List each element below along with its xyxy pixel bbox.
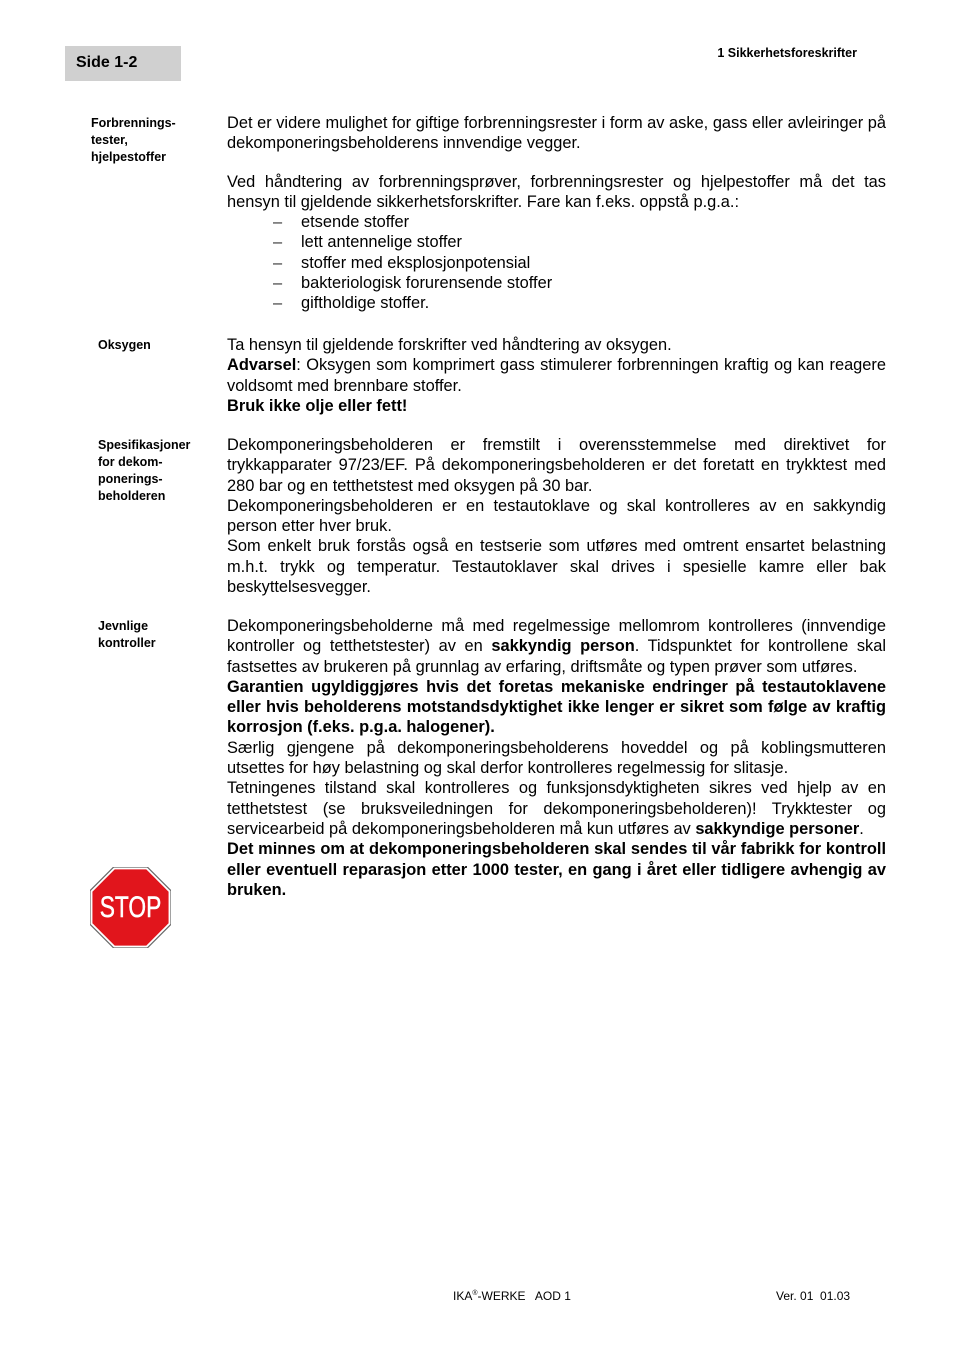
side-label-forbrenning bbox=[91, 115, 213, 166]
text: Dekomponeringsbeholderne må med regelmessige mellomrom kontrolleres (innvendige kontroller og tetthetstester) av en bbox=[227, 617, 886, 656]
stop-sign-icon bbox=[90, 867, 171, 948]
paragraph: Ved håndtering av forbrenningsprøver, forbrenningsrester og hjelpestoffer må det tas hensyn til gjeldende sikkerhetsforskrifter. Fare kan f.eks. oppstå p.g.a.: bbox=[227, 172, 886, 211]
section-spesifikasjoner bbox=[227, 435, 886, 597]
paragraph: Dekomponeringsbeholderen er fremstilt i overensstemmelse med direktivet for trykkapparater 97/23/EF. På dekomponeringsbeholderen er det foretatt en trykktest med 280 bar og en tetthetstest med oksygen på 30 bar. bbox=[227, 436, 886, 495]
section-forbrenning bbox=[227, 113, 886, 314]
side-label-line: Oksygen bbox=[98, 338, 151, 352]
paragraph: Ta hensyn til gjeldende forskrifter ved håndtering av oksygen. bbox=[227, 336, 672, 354]
page-label: Side 1-2 bbox=[65, 46, 181, 81]
side-label-line: Forbrennings- bbox=[91, 116, 176, 130]
paragraph bbox=[227, 677, 886, 738]
paragraph bbox=[227, 778, 886, 839]
paragraph bbox=[227, 616, 886, 677]
list-item: – giftholdige stoffer. bbox=[273, 293, 886, 313]
paragraph: Det er videre mulighet for giftige forbrenningsrester i form av aske, gass eller avleiringer på dekomponeringsbeholderens innvendige vegger. bbox=[227, 114, 886, 153]
list-item: – stoffer med eksplosjonpotensial bbox=[273, 253, 886, 273]
bold-text: sakkyndige personer bbox=[695, 819, 860, 838]
text: . bbox=[859, 819, 864, 838]
footer-version: Ver. 01 01.03 bbox=[776, 1289, 851, 1303]
paragraph: Som enkelt bruk forstås også en testserie som utføres med omtrent ensartet belastning m.h.t. trykk og temperatur. Testautoklaver skal drives i spesielle kamre eller bak beskyttelsesvegger. bbox=[227, 537, 886, 597]
section-oksygen bbox=[227, 335, 886, 416]
bold-text: Det minnes om at dekomponeringsbeholderen skal sendes til vår fabrikk for kontroll eller eventuell reparasjon etter 1000 tester, en gang i året eller tidligere avhengig av bruken. bbox=[227, 840, 886, 899]
paragraph: Dekomponeringsbeholderen er en testautoklave og skal kontrolleres av en sakkyndig person etter hver bruk. bbox=[227, 496, 886, 536]
chapter-title: 1 Sikkerhetsforeskrifter bbox=[717, 46, 857, 60]
side-label-oksygen bbox=[98, 337, 220, 354]
list-item: – etsende stoffer bbox=[273, 212, 886, 232]
text: Tetningenes tilstand skal kontrolleres og funksjonsdyktigheten sikres ved hjelp av en tetthetstest (se bruksveiledningen for dekomponeringsbeholderen)! Trykktester og servicearbeid på dekomponeringsbeholderen må kun utføres av bbox=[227, 779, 886, 838]
registered-mark: ® bbox=[472, 1290, 478, 1297]
hazard-list bbox=[227, 212, 886, 313]
bold-warning-text: Bruk ikke olje eller fett! bbox=[227, 396, 408, 415]
list-item: – lett antennelige stoffer bbox=[273, 232, 886, 252]
stop-sign-text: STOP bbox=[99, 892, 162, 925]
bold-text: Garantien ugyldiggjøres hvis det foretas mekaniske endringer på testautoklavene eller hvis beholderens motstandsdyktighet ikke lenger er sikret som følge av kraftig korrosjon (f.eks. p.g.a. halogener). bbox=[227, 677, 886, 737]
side-label-line: hjelpestoffer bbox=[91, 150, 167, 164]
list-item: – bakteriologisk forurensende stoffer bbox=[273, 273, 886, 293]
side-label-kontroller bbox=[98, 618, 220, 652]
footer-brand-suffix: -WERKE AOD 1 bbox=[477, 1289, 571, 1303]
paragraph: Særlig gjengene på dekomponeringsbeholderens hoveddel og på koblingsmutteren utsettes for høy belastning og skal derfor kontrolleres regelmessig for slitasje. bbox=[227, 738, 886, 778]
warning-label: Advarsel bbox=[227, 356, 297, 375]
side-label-line: kontroller bbox=[98, 636, 156, 650]
side-label-line: beholderen bbox=[98, 489, 166, 503]
warning-paragraph bbox=[227, 355, 886, 396]
side-label-line: tester, bbox=[91, 133, 128, 147]
paragraph bbox=[227, 839, 886, 900]
side-label-line: for dekom- bbox=[98, 455, 163, 469]
side-label-spesifikasjoner bbox=[98, 437, 220, 505]
bold-warning bbox=[227, 396, 886, 416]
footer-brand-name: IKA bbox=[453, 1289, 473, 1303]
bold-text: sakkyndig person bbox=[491, 637, 635, 656]
warning-text: : Oksygen som komprimert gass stimulerer forbrenningen kraftig og kan reagere voldsomt med brennbare stoffer. bbox=[227, 356, 886, 395]
text: . Tidspunktet for kontrollene skal fastsettes av brukeren på grunnlag av erfaring, driftsmåte og typen prøver som utføres. bbox=[227, 637, 886, 676]
side-label-line: Spesifikasjoner bbox=[98, 438, 191, 452]
footer-brand bbox=[453, 1289, 571, 1303]
side-label-line: ponerings- bbox=[98, 472, 163, 486]
section-kontroller bbox=[227, 616, 886, 900]
side-label-line: Jevnlige bbox=[98, 619, 149, 633]
